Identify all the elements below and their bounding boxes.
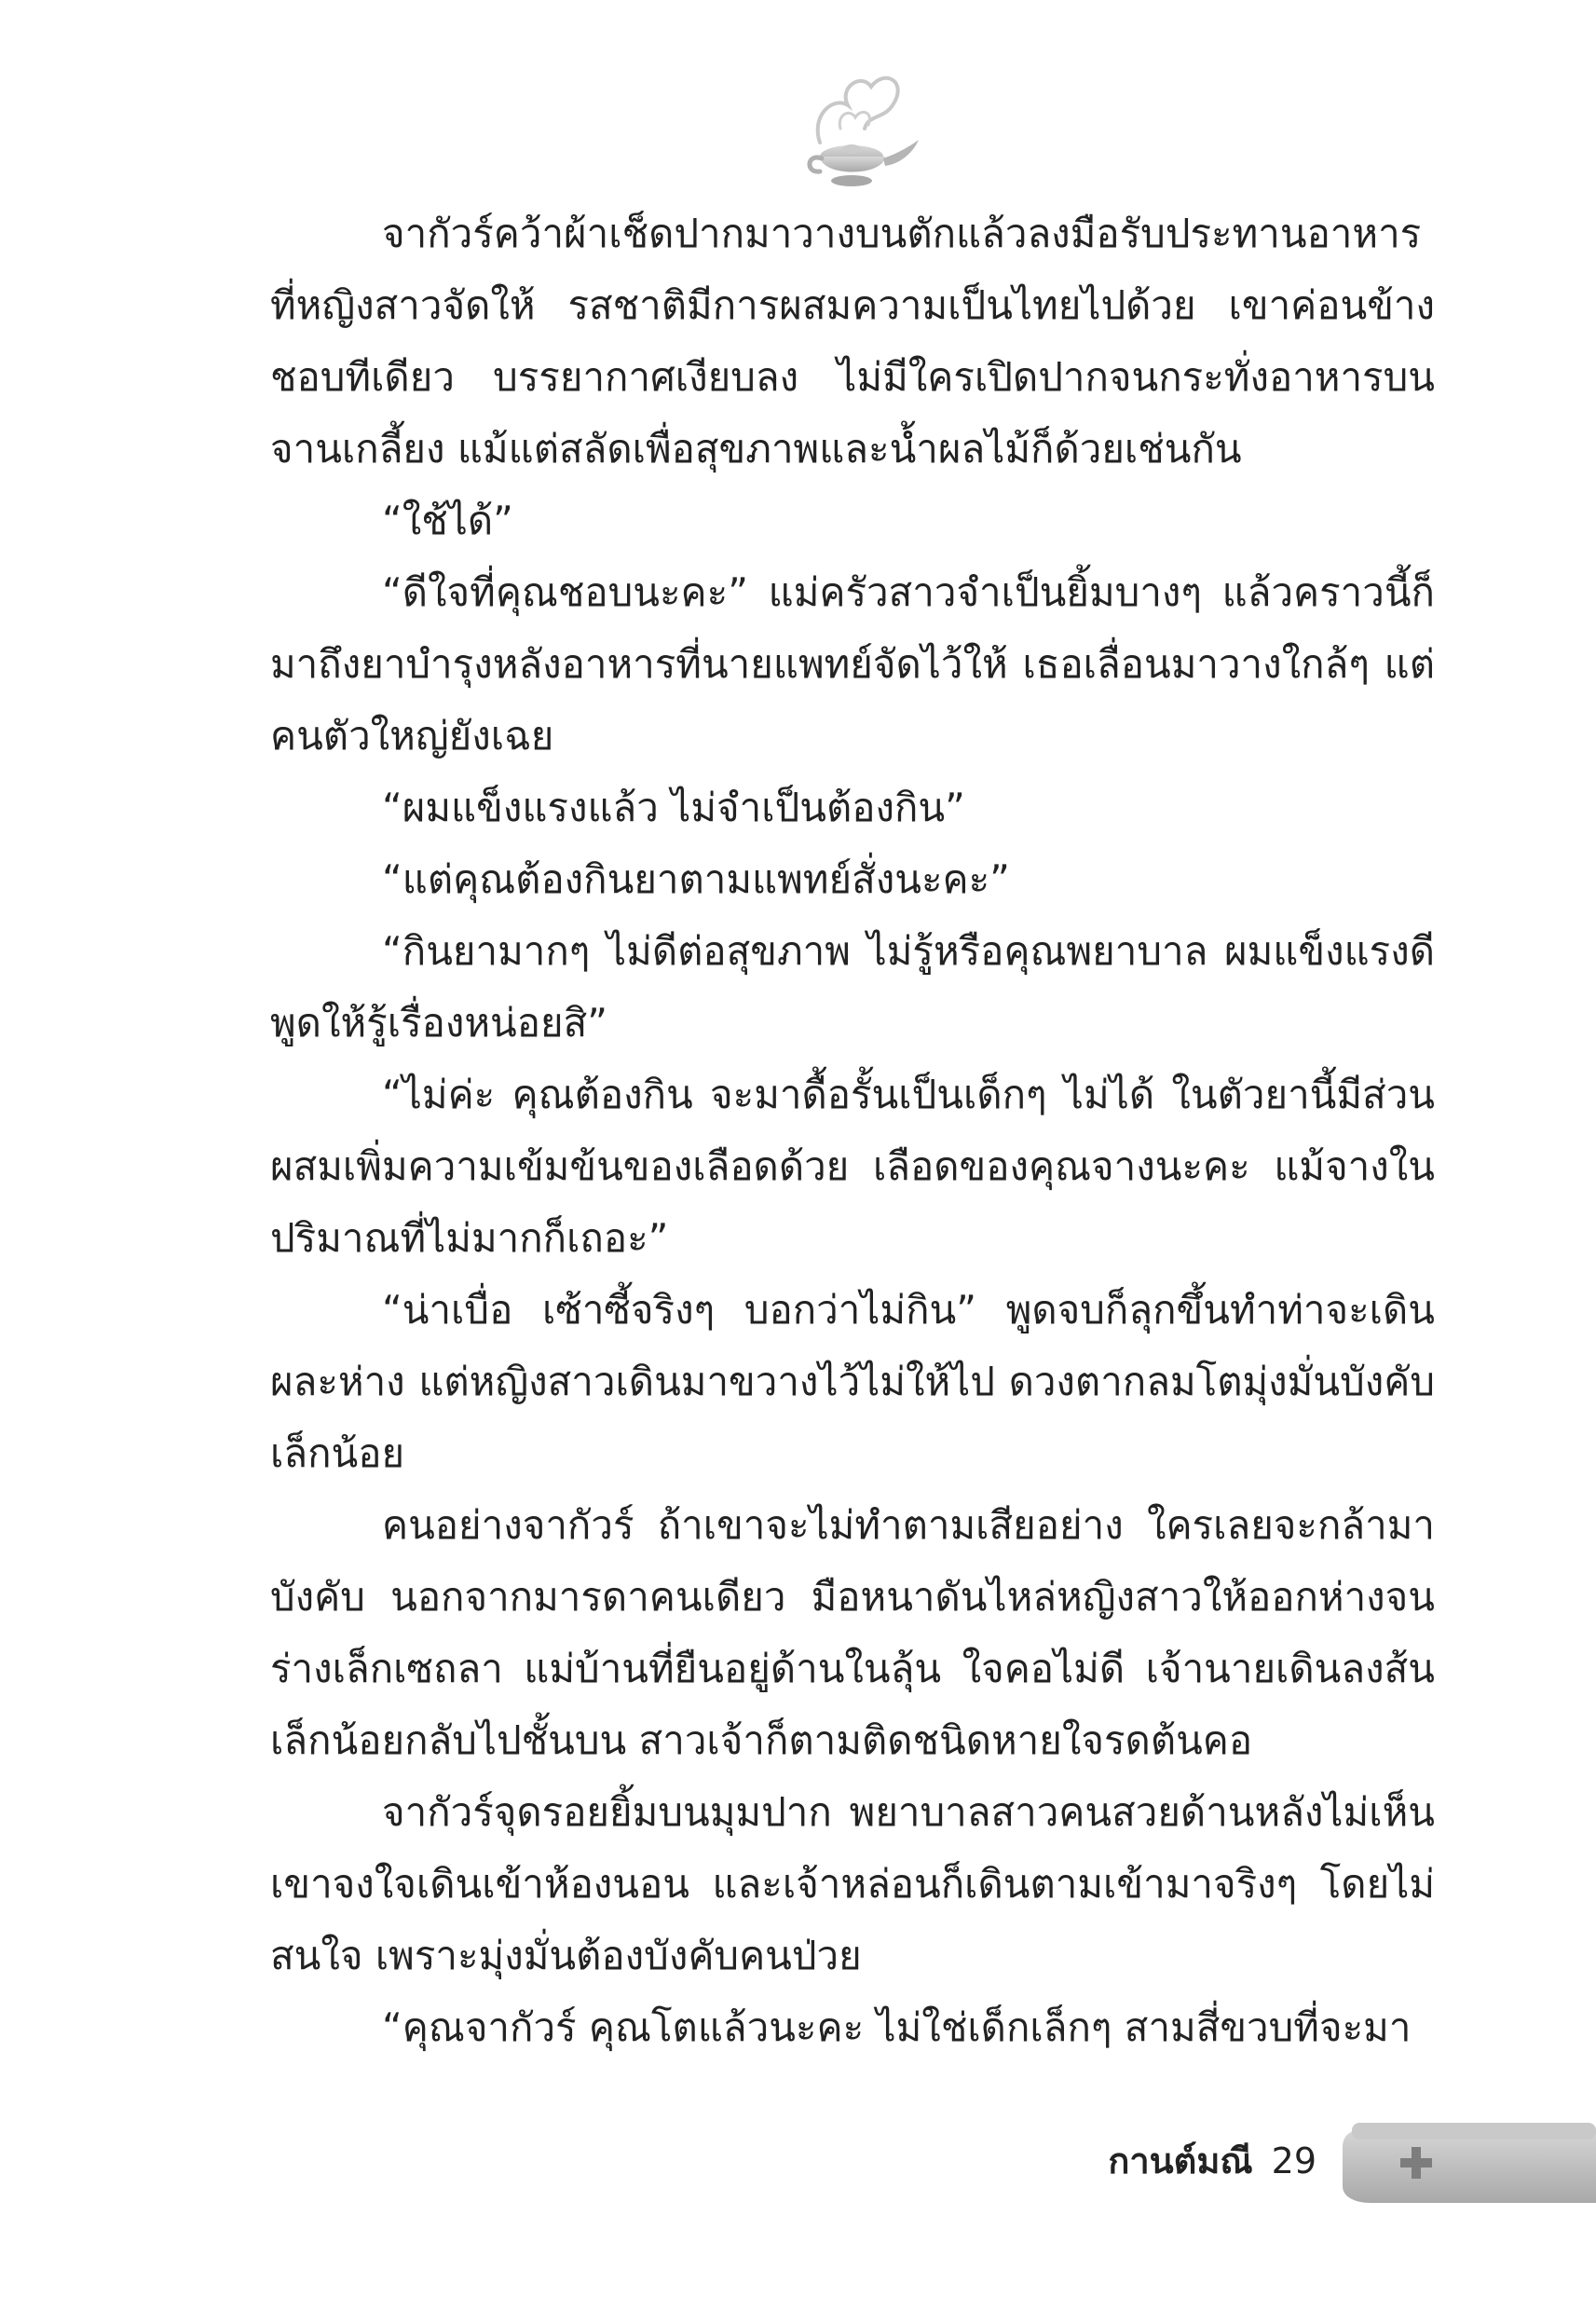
paragraph: “แต่คุณต้องกินยาตามแพทย์สั่งนะคะ”	[382, 856, 1010, 902]
paragraph: “ไม่ค่ะ คุณต้องกิน จะมาดื้อรั้นเป็นเด็กๆ ไม่ได้ ในตัวยานี้มีส่วนผสมเพิ่มความเข้มข้นของเลือดด้วย เลือดของคุณจางนะคะ แม้จางในปริมาณที่ไม่มากก็เถอะ”	[270, 1072, 1435, 1261]
footer-text	[1108, 2138, 1316, 2184]
paragraph: “คุณจากัวร์ คุณโตแล้วนะคะ ไม่ใช่เด็กเล็กๆ สามสี่ขวบที่จะมา	[382, 2004, 1412, 2050]
paragraph: จากัวร์จุดรอยยิ้มบนมุมปาก พยาบาลสาวคนสวยด้านหลังไม่เห็นเขาจงใจเดินเข้าห้องนอน และเจ้าหล่อนก็เดินตามเข้ามาจริงๆ โดยไม่สนใจ เพราะมุ่งมั่นต้องบังคับคนป่วย	[270, 1789, 1435, 1978]
book-title: กานต์มณี	[1108, 2140, 1253, 2181]
paragraph: “ใช้ได้”	[382, 498, 513, 543]
first-aid-kit-icon	[1343, 2119, 1596, 2203]
genie-lamp-icon	[783, 63, 922, 203]
paragraph: “กินยามากๆ ไม่ดีต่อสุขภาพ ไม่รู้หรือคุณพยาบาล ผมแข็งแรงดีพูดให้รู้เรื่องหน่อยสิ”	[270, 928, 1435, 1046]
page-number: 29	[1271, 2140, 1316, 2181]
page-footer	[1037, 2119, 1596, 2203]
body-text	[270, 198, 1435, 2063]
paragraph: คนอย่างจากัวร์ ถ้าเขาจะไม่ทำตามเสียอย่าง ใครเลยจะกล้ามาบังคับ นอกจากมารดาคนเดียว มือหนาดันไหล่หญิงสาวให้ออกห่างจนร่างเล็กเซถลา แม่บ้านที่ยืนอยู่ด้านในลุ้น ใจคอไม่ดี เจ้านายเดินลงส้นเล็กน้อยกลับไปชั้นบน สาวเจ้าก็ตามติดชนิดหายใจรดต้นคอ	[270, 1502, 1435, 1763]
paragraph: “ดีใจที่คุณชอบนะคะ” แม่ครัวสาวจำเป็นยิ้มบางๆ แล้วคราวนี้ก็มาถึงยาบำรุงหลังอาหารที่นายแพทย์จัดไว้ให้ เธอเลื่อนมาวางใกล้ๆ แต่คนตัวใหญ่ยังเฉย	[270, 569, 1435, 759]
paragraph: “น่าเบื่อ เซ้าซี้จริงๆ บอกว่าไม่กิน” พูดจบก็ลุกขึ้นทำท่าจะเดินผละห่าง แต่หญิงสาวเดินมาขวางไว้ไม่ให้ไป ดวงตากลมโตมุ่งมั่นบังคับเล็กน้อย	[270, 1287, 1435, 1476]
paragraph: จากัวร์คว้าผ้าเช็ดปากมาวางบนตักแล้วลงมือรับประทานอาหารที่หญิงสาวจัดให้ รสชาติมีการผสมความเป็นไทยไปด้วย เขาค่อนข้างชอบทีเดียว บรรยากาศเงียบลง ไม่มีใครเปิดปากจนกระทั่งอาหารบนจานเกลี้ยง แม้แต่สลัดเพื่อสุขภาพและน้ำผลไม้ก็ด้วยเช่นกัน	[270, 211, 1435, 472]
paragraph: “ผมแข็งแรงแล้ว ไม่จำเป็นต้องกิน”	[382, 785, 965, 830]
